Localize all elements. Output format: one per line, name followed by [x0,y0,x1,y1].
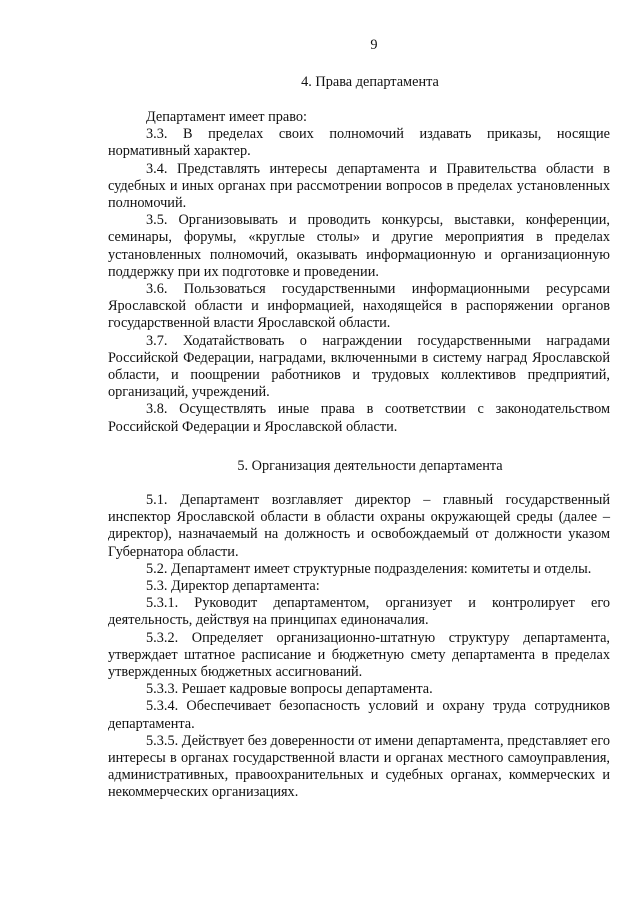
clause-3-5: 3.5. Организовывать и проводить конкурсы, выставки, конференции, семинары, форумы, «круглые столы» и другие мероприятия в пределах установленных полномочий, оказывать информационную и организационную поддержку при их подготовке и проведении. [108,212,610,280]
clause-3-6: 3.6. Пользоваться государственными информационными ресурсами Ярославской области и информацией, находящейся в распоряжении органов государственной власти Ярославской области. [108,281,610,332]
page-number: 9 [370,37,378,53]
clause-5-2: 5.2. Департамент имеет структурные подразделения: комитеты и отделы. [146,560,592,577]
section-5-body [108,492,610,802]
clause-5-1: 5.1. Департамент возглавляет директор – главный государственный инспектор Ярославской области в области охраны окружающей среды (далее – директор), назначаемый на должность и освобождаемый от должности указом Губернатора области. [108,492,610,560]
clause-3-7: 3.7. Ходатайствовать о награждении государственными наградами Российской Федерации, наградами, включенными в систему наград Ярославской области, и поощрении работников и трудовых коллективов предприятий, организаций, учреждений. [108,332,610,401]
clause-5-3-2: 5.3.2. Определяет организационно-штатную структуру департамента, утверждает штатное расписание и бюджетную смету департамента в пределах утвержденных бюджетных ассигнований. [108,629,610,681]
section-5-heading: 5. Организация деятельности департамента [237,458,503,474]
clause-3-3: 3.3. В пределах своих полномочий издавать приказы, носящие нормативный характер. [108,126,610,160]
section-4-body [108,109,610,436]
clause-5-3-5: 5.3.5. Действует без доверенности от имени департамента, представляет его интересы в органах государственной власти и органах местного самоуправления, административных, правоохранительных и судебных органах, коммерческих и некоммерческих организациях. [108,732,610,801]
section-4-heading: 4. Права департамента [301,74,439,90]
clause-3-8: 3.8. Осуществлять иные права в соответствии с законодательством Российской Федерации и Ярославской области. [108,401,610,435]
clause-5-3-4: 5.3.4. Обеспечивает безопасность условий и охрану труда сотрудников департамента. [108,698,610,732]
clause-3-4: 3.4. Представлять интересы департамента и Правительства области в судебных и иных органах при рассмотрении вопросов в пределах установленных полномочий. [108,160,610,212]
clause-5-3: 5.3. Директор департамента: [146,578,320,595]
clause-5-3-1: 5.3.1. Руководит департаментом, организует и контролирует его деятельность, действуя на принципах единоначалия. [108,595,610,629]
clause-5-3-3: 5.3.3. Решает кадровые вопросы департамента. [146,681,433,698]
section-4-intro: Департамент имеет право: [146,109,307,125]
